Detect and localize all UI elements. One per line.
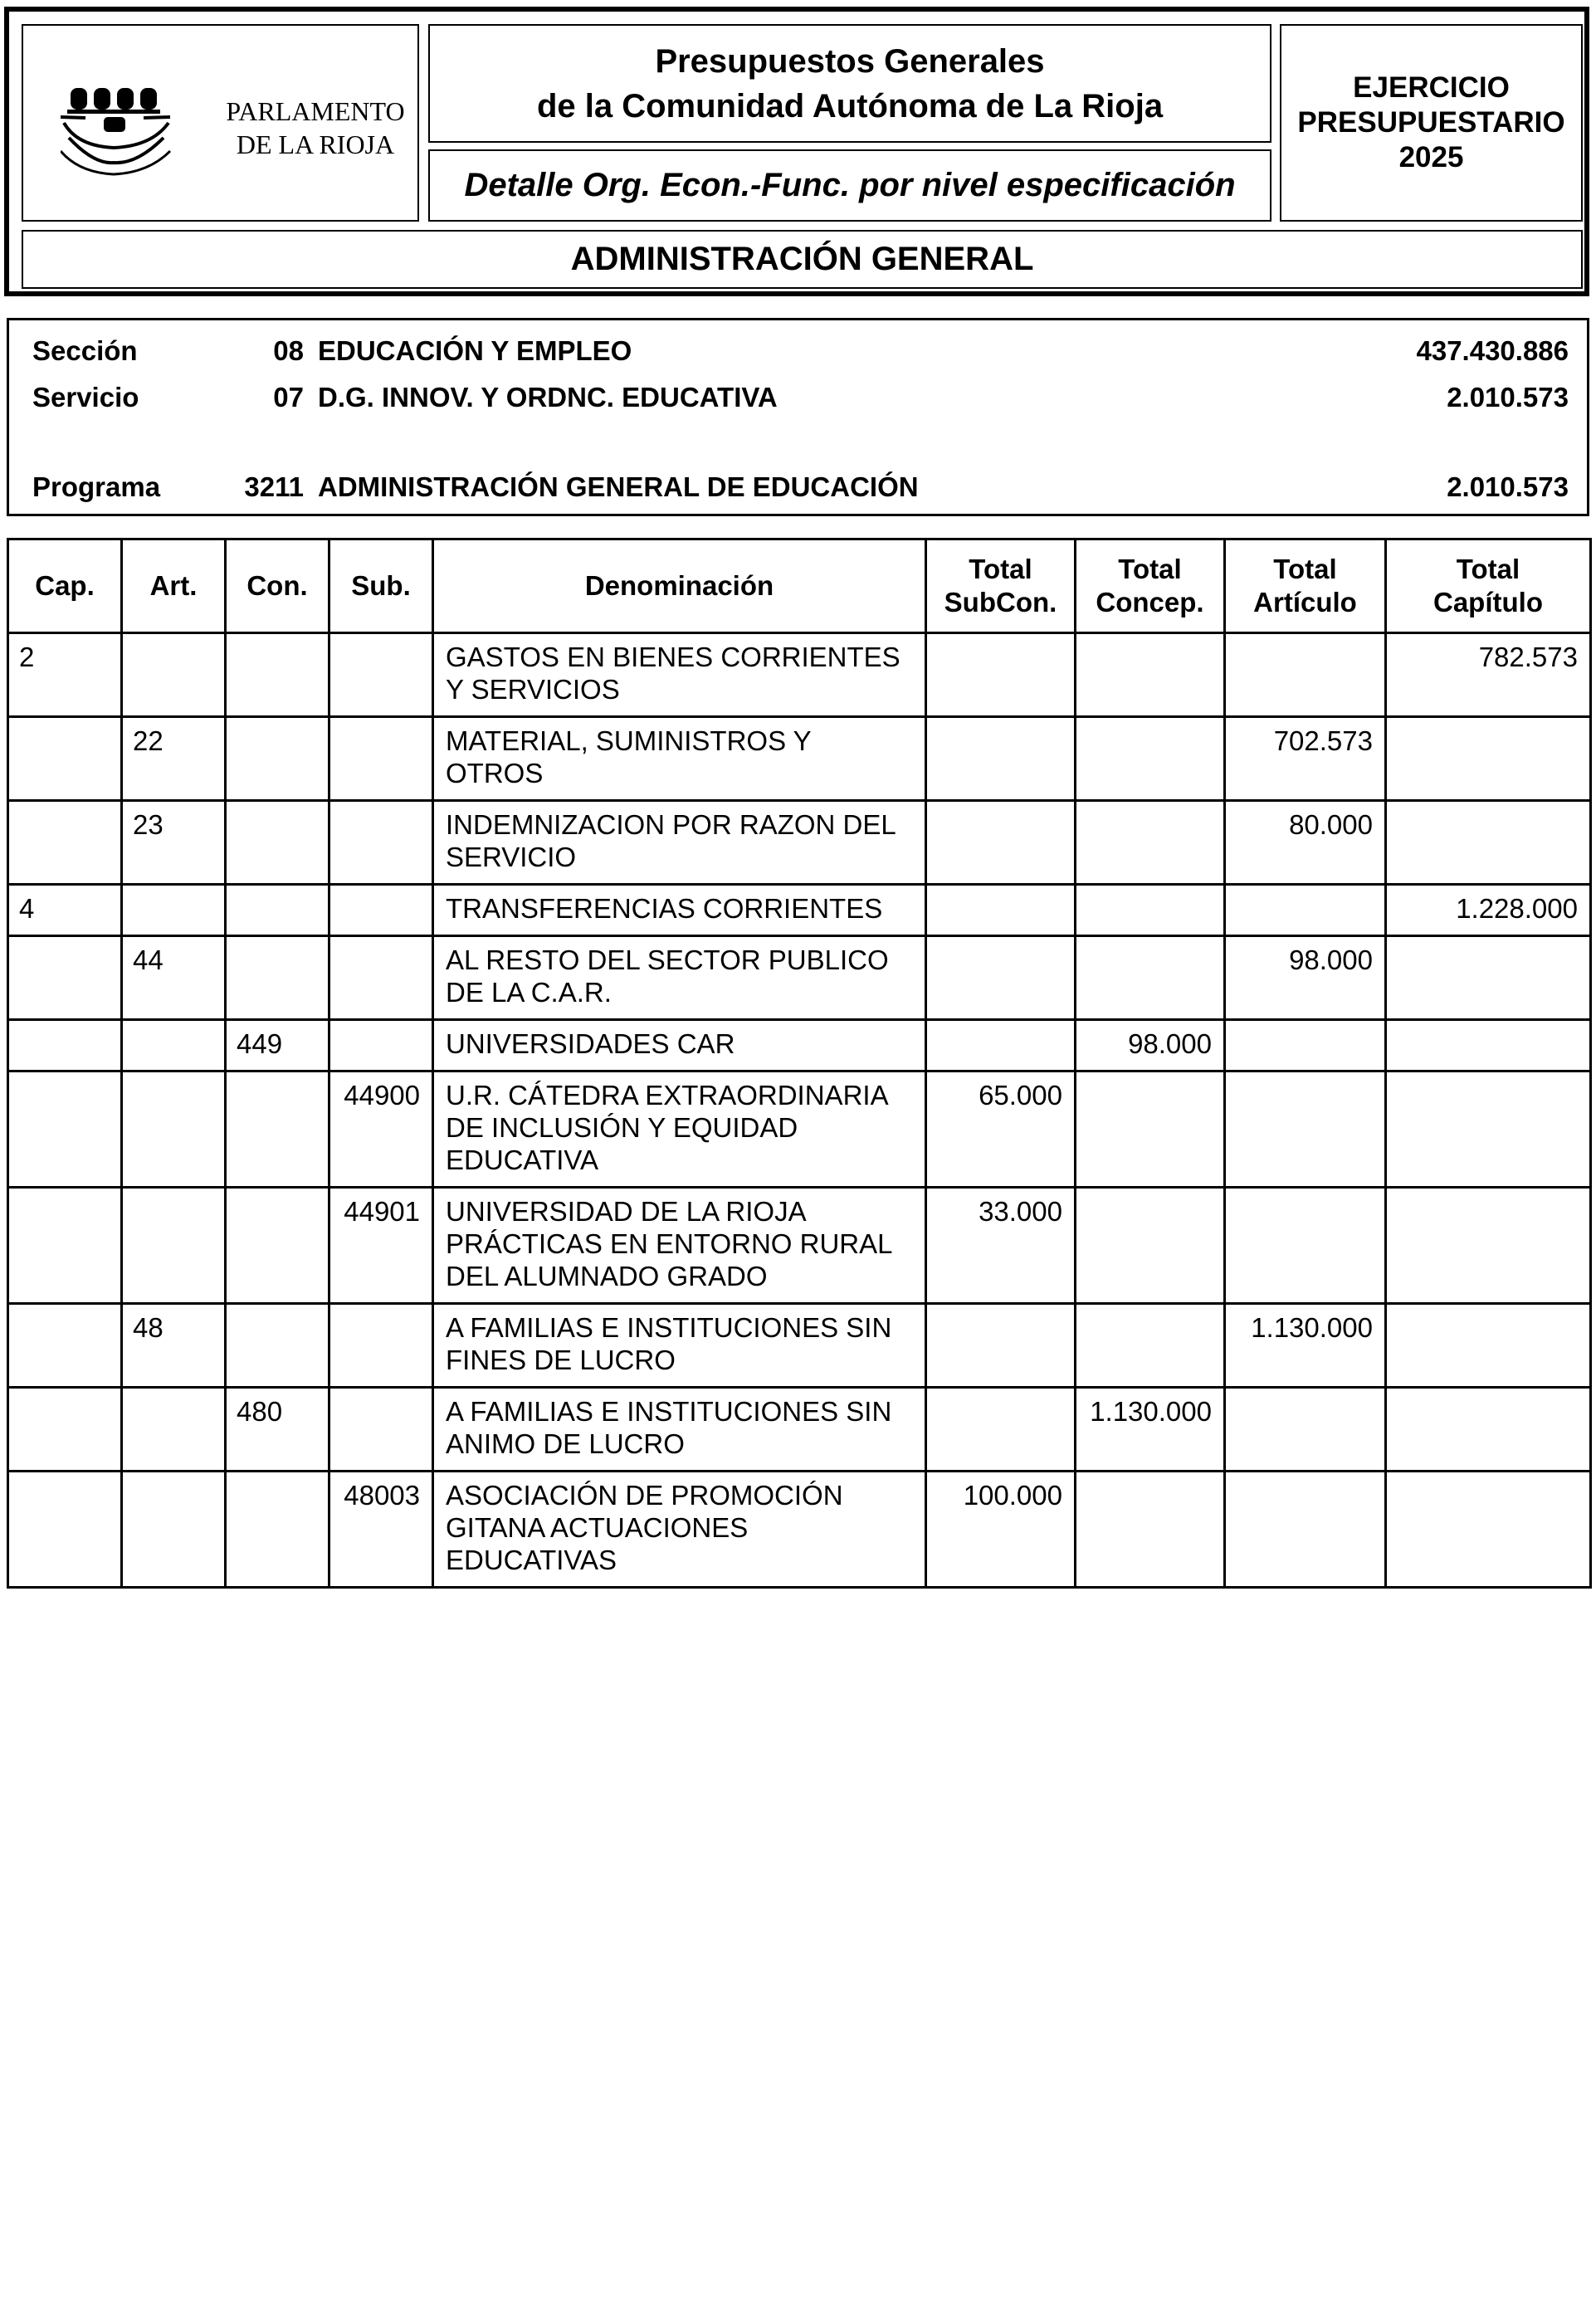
cell-total-subcon — [926, 1304, 1076, 1388]
cell-total-concep — [1076, 1304, 1225, 1388]
header-denominacion: Denominación — [433, 539, 926, 633]
table-row — [8, 801, 1591, 885]
cell-cap — [8, 1020, 122, 1071]
cell-total-concep — [1076, 885, 1225, 936]
denominacion-line: A FAMILIAS E INSTITUCIONES SIN — [446, 1312, 892, 1343]
table-row — [8, 936, 1591, 1020]
denominacion-line: TRANSFERENCIAS CORRIENTES — [446, 893, 883, 924]
parliament-line-1: PARLAMENTO — [226, 96, 405, 126]
document-header — [4, 7, 1589, 296]
organizational-info — [7, 318, 1589, 516]
cell-total-concep: 98.000 — [1076, 1020, 1225, 1071]
servicio-name: D.G. INNOV. Y ORDNC. EDUCATIVA — [318, 382, 778, 412]
cell-total-articulo: 1.130.000 — [1225, 1304, 1386, 1388]
cell-con — [226, 885, 329, 936]
cell-denominacion — [433, 1472, 926, 1588]
cell-art — [122, 1188, 226, 1304]
seccion-code: 08 — [273, 335, 304, 366]
cell-sub — [329, 717, 433, 801]
programa-amount: 2.010.573 — [1447, 471, 1569, 502]
cell-art — [122, 1071, 226, 1188]
cell-sub — [329, 633, 433, 717]
denominacion-line: OTROS — [446, 758, 544, 788]
cell-total-articulo — [1225, 1020, 1386, 1071]
programa-code: 3211 — [244, 471, 304, 502]
cell-total-subcon — [926, 1020, 1076, 1071]
cell-total-concep — [1076, 633, 1225, 717]
cell-total-subcon: 100.000 — [926, 1472, 1076, 1588]
cell-cap — [8, 717, 122, 801]
cell-cap — [8, 1304, 122, 1388]
budget-title — [428, 24, 1271, 143]
title-line-1: Presupuestos Generales — [655, 42, 1045, 80]
cell-total-concep — [1076, 1472, 1225, 1588]
seccion-name: EDUCACIÓN Y EMPLEO — [318, 335, 632, 366]
cell-total-capitulo — [1386, 1071, 1591, 1188]
seccion-label: Sección — [32, 335, 138, 366]
cell-denominacion — [433, 717, 926, 801]
cell-total-subcon: 33.000 — [926, 1188, 1076, 1304]
denominacion-line: MATERIAL, SUMINISTROS Y — [446, 725, 812, 756]
cell-total-articulo — [1225, 1472, 1386, 1588]
header-sub: Sub. — [329, 539, 433, 633]
section-banner — [22, 230, 1583, 289]
denominacion-line: AL RESTO DEL SECTOR PUBLICO — [446, 945, 889, 975]
denominacion-line: INDEMNIZACION POR RAZON DEL — [446, 809, 896, 840]
table-row — [8, 1020, 1591, 1071]
cell-sub: 44900 — [329, 1071, 433, 1188]
cell-con — [226, 1304, 329, 1388]
denominacion-line: DE LA C.A.R. — [446, 977, 612, 1008]
parliament-name — [207, 95, 423, 161]
section-banner-text: ADMINISTRACIÓN GENERAL — [570, 241, 1034, 277]
denominacion-line: PRÁCTICAS EN ENTORNO RURAL — [446, 1228, 893, 1259]
cell-denominacion — [433, 801, 926, 885]
cell-total-concep — [1076, 936, 1225, 1020]
denominacion-line: U.R. CÁTEDRA EXTRAORDINARIA — [446, 1080, 889, 1111]
cell-total-capitulo — [1386, 717, 1591, 801]
table-header-row — [8, 539, 1591, 633]
cell-con — [226, 936, 329, 1020]
cell-denominacion — [433, 1188, 926, 1304]
table-row — [8, 1304, 1591, 1388]
cell-total-articulo: 702.573 — [1225, 717, 1386, 801]
cell-total-concep — [1076, 1071, 1225, 1188]
cell-denominacion — [433, 885, 926, 936]
table-row — [8, 717, 1591, 801]
header-total-concep: Total Concep. — [1076, 539, 1225, 633]
cell-total-subcon — [926, 801, 1076, 885]
servicio-label: Servicio — [32, 382, 139, 412]
cell-sub — [329, 1020, 433, 1071]
cell-total-articulo: 80.000 — [1225, 801, 1386, 885]
fiscal-year: 2025 — [1398, 141, 1464, 173]
cell-art — [122, 1388, 226, 1472]
denominacion-line: FINES DE LUCRO — [446, 1345, 676, 1375]
report-subtitle — [428, 149, 1271, 222]
header-total-capitulo: Total Capítulo — [1386, 539, 1591, 633]
cell-total-capitulo — [1386, 801, 1591, 885]
cell-total-concep — [1076, 717, 1225, 801]
programa-label: Programa — [32, 471, 161, 502]
cell-total-articulo — [1225, 1188, 1386, 1304]
cell-total-capitulo — [1386, 1388, 1591, 1472]
cell-sub — [329, 801, 433, 885]
cell-con: 449 — [226, 1020, 329, 1071]
fiscal-year-box — [1280, 24, 1583, 222]
cell-denominacion — [433, 1388, 926, 1472]
title-line-2: de la Comunidad Autónoma de La Rioja — [536, 87, 1164, 124]
cell-total-concep: 1.130.000 — [1076, 1388, 1225, 1472]
cell-denominacion — [433, 633, 926, 717]
cell-cap — [8, 801, 122, 885]
cell-total-capitulo — [1386, 1304, 1591, 1388]
cell-cap — [8, 1188, 122, 1304]
presupuestario-label: PRESUPUESTARIO — [1297, 106, 1565, 139]
cell-sub — [329, 885, 433, 936]
table-row — [8, 1388, 1591, 1472]
logo-box — [22, 24, 419, 222]
servicio-code: 07 — [273, 382, 304, 412]
denominacion-line: EDUCATIVA — [446, 1145, 598, 1175]
cell-sub: 44901 — [329, 1188, 433, 1304]
cell-cap: 4 — [8, 885, 122, 936]
table-row — [8, 1472, 1591, 1588]
cell-cap: 2 — [8, 633, 122, 717]
cell-art: 22 — [122, 717, 226, 801]
parliament-line-2: DE LA RIOJA — [236, 129, 395, 159]
cell-total-concep — [1076, 1188, 1225, 1304]
table-row — [8, 633, 1591, 717]
denominacion-line: DE INCLUSIÓN Y EQUIDAD — [446, 1112, 798, 1143]
header-art: Art. — [122, 539, 226, 633]
budget-detail-table — [7, 538, 1592, 1589]
cell-art — [122, 633, 226, 717]
header-cap: Cap. — [8, 539, 122, 633]
cell-con — [226, 633, 329, 717]
table-row — [8, 1071, 1591, 1188]
cell-con — [226, 1071, 329, 1188]
denominacion-line: GITANA ACTUACIONES — [446, 1512, 749, 1543]
cell-sub — [329, 1388, 433, 1472]
table-row — [8, 1188, 1591, 1304]
cell-total-articulo — [1225, 633, 1386, 717]
denominacion-line: SERVICIO — [446, 842, 577, 872]
cell-con — [226, 1472, 329, 1588]
header-total-subcon: Total SubCon. — [926, 539, 1076, 633]
cell-total-subcon — [926, 936, 1076, 1020]
cell-total-articulo: 98.000 — [1225, 936, 1386, 1020]
cell-con: 480 — [226, 1388, 329, 1472]
cell-con — [226, 717, 329, 801]
header-con: Con. — [226, 539, 329, 633]
header-total-articulo: Total Artículo — [1225, 539, 1386, 633]
cell-total-subcon — [926, 885, 1076, 936]
cell-total-subcon — [926, 717, 1076, 801]
table-row — [8, 885, 1591, 936]
cell-art: 23 — [122, 801, 226, 885]
denominacion-line: ASOCIACIÓN DE PROMOCIÓN — [446, 1480, 843, 1511]
cell-cap — [8, 1472, 122, 1588]
cell-sub: 48003 — [329, 1472, 433, 1588]
cell-cap — [8, 1388, 122, 1472]
denominacion-line: UNIVERSIDAD DE LA RIOJA — [446, 1196, 807, 1227]
cell-art — [122, 1020, 226, 1071]
subtitle-text: Detalle Org. Econ.-Func. por nivel especificación — [464, 167, 1236, 203]
cell-con — [226, 1188, 329, 1304]
cell-total-capitulo — [1386, 936, 1591, 1020]
cell-total-subcon — [926, 633, 1076, 717]
cell-sub — [329, 1304, 433, 1388]
programa-name: ADMINISTRACIÓN GENERAL DE EDUCACIÓN — [318, 471, 919, 502]
cell-cap — [8, 1071, 122, 1188]
cell-total-subcon — [926, 1388, 1076, 1472]
cell-art: 44 — [122, 936, 226, 1020]
cell-total-capitulo: 1.228.000 — [1386, 885, 1591, 936]
cell-denominacion — [433, 1071, 926, 1188]
denominacion-line: ANIMO DE LUCRO — [446, 1428, 685, 1459]
denominacion-line: Y SERVICIOS — [446, 674, 620, 705]
cell-denominacion — [433, 1304, 926, 1388]
cell-denominacion — [433, 1020, 926, 1071]
cell-cap — [8, 936, 122, 1020]
cell-sub — [329, 936, 433, 1020]
cell-total-articulo — [1225, 885, 1386, 936]
cell-art: 48 — [122, 1304, 226, 1388]
cell-total-capitulo: 782.573 — [1386, 633, 1591, 717]
servicio-amount: 2.010.573 — [1447, 382, 1569, 412]
ejercicio-label: EJERCICIO — [1353, 71, 1510, 104]
cell-total-articulo — [1225, 1071, 1386, 1188]
cell-denominacion — [433, 936, 926, 1020]
denominacion-line: UNIVERSIDADES CAR — [446, 1028, 735, 1059]
cell-total-capitulo — [1386, 1472, 1591, 1588]
denominacion-line: DEL ALUMNADO GRADO — [446, 1261, 768, 1291]
cell-total-capitulo — [1386, 1188, 1591, 1304]
denominacion-line: GASTOS EN BIENES CORRIENTES — [446, 642, 900, 672]
denominacion-line: A FAMILIAS E INSTITUCIONES SIN — [446, 1396, 892, 1427]
cell-total-concep — [1076, 801, 1225, 885]
cell-art — [122, 885, 226, 936]
seccion-amount: 437.430.886 — [1416, 335, 1569, 366]
cell-total-articulo — [1225, 1388, 1386, 1472]
parliament-logo-icon — [61, 71, 210, 179]
cell-art — [122, 1472, 226, 1588]
denominacion-line: EDUCATIVAS — [446, 1545, 617, 1575]
cell-total-capitulo — [1386, 1020, 1591, 1071]
cell-con — [226, 801, 329, 885]
cell-total-subcon: 65.000 — [926, 1071, 1076, 1188]
